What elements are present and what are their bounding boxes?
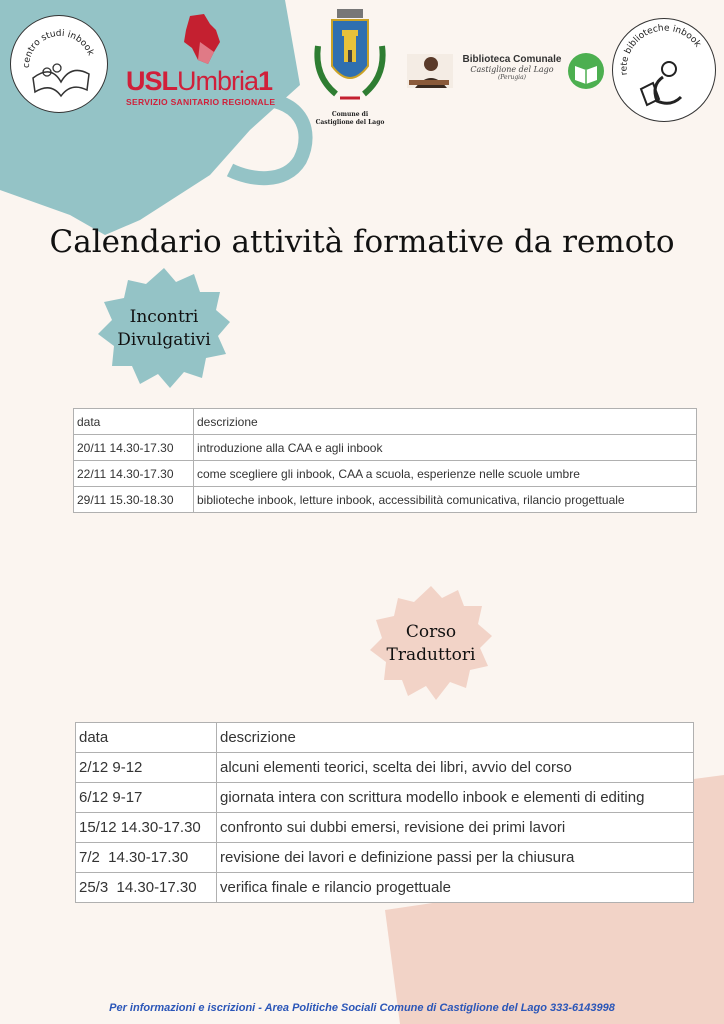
row-date: 22/11 14.30-17.30 xyxy=(74,461,194,487)
page-title: Calendario attività formative da remoto xyxy=(49,224,675,260)
row-description: revisione dei lavori e definizione passi per la chiusura xyxy=(217,843,694,873)
header-descrizione: descrizione xyxy=(217,723,694,753)
usl-light: Umbria xyxy=(177,66,259,96)
header-data: data xyxy=(76,723,217,753)
incontri-table xyxy=(73,408,697,513)
centro-studi-logo xyxy=(10,15,108,113)
corso-table xyxy=(75,722,694,903)
comune-logo xyxy=(310,6,390,124)
row-description: confronto sui dubbi emersi, revisione dei primi lavori xyxy=(217,813,694,843)
row-date: 20/11 14.30-17.30 xyxy=(74,435,194,461)
header-descrizione: descrizione xyxy=(194,409,697,435)
rete-emblem xyxy=(613,19,715,121)
header-data: data xyxy=(74,409,194,435)
usl-bold: USL xyxy=(126,66,177,96)
badge-incontri-line1: Incontri xyxy=(129,307,199,328)
row-description: biblioteche inbook, letture inbook, accessibilità comunicativa, rilancio progettuale xyxy=(194,487,697,513)
usl-num: 1 xyxy=(258,66,273,96)
biblioteca-title: Biblioteca Comunale xyxy=(462,54,562,65)
centro-studi-text: centro studi inbook xyxy=(21,28,96,69)
row-date: 6/12 9-17 xyxy=(76,783,217,813)
table-header-row xyxy=(76,723,694,753)
row-description: verifica finale e rilancio progettuale xyxy=(217,873,694,903)
row-date: 29/11 15.30-18.30 xyxy=(74,487,194,513)
svg-text:centro studi inbook xyxy=(22,29,96,68)
usl-subtitle: SERVIZIO SANITARIO REGIONALE xyxy=(126,97,276,107)
table-row xyxy=(74,435,697,461)
biblioteca-logo xyxy=(405,50,605,94)
biblioteca-province: (Perugia) xyxy=(497,74,527,81)
usl-umbria-logo xyxy=(126,66,275,107)
biblioteca-place: Castiglione del Lago xyxy=(470,65,554,74)
footer-contact: Per informazioni e iscrizioni - Area Politiche Sociali Comune di Castiglione del Lago 333-6143998 xyxy=(109,1002,615,1014)
table-header-row xyxy=(74,409,697,435)
rete-text: rete biblioteche inbook xyxy=(619,23,703,76)
row-date: 7/2 14.30-17.30 xyxy=(76,843,217,873)
table-row xyxy=(74,487,697,513)
book-icon xyxy=(567,52,605,90)
portrait-icon xyxy=(405,50,455,90)
comune-line2: Castiglione del Lago xyxy=(315,118,385,126)
table-row xyxy=(76,843,694,873)
table-row xyxy=(76,753,694,783)
comune-line1: Comune di xyxy=(331,111,369,118)
badge-corso xyxy=(368,584,494,704)
badge-corso-line1: Corso xyxy=(405,622,457,643)
table-row xyxy=(76,813,694,843)
row-date: 15/12 14.30-17.30 xyxy=(76,813,217,843)
umbria-region-icon xyxy=(180,12,222,68)
row-description: come scegliere gli inbook, CAA a scuola, esperienze nelle scuole umbre xyxy=(194,461,697,487)
coat-of-arms-icon xyxy=(310,6,390,106)
row-description: alcuni elementi teorici, scelta dei libri, avvio del corso xyxy=(217,753,694,783)
table-row xyxy=(74,461,697,487)
rete-biblioteche-logo xyxy=(612,18,716,122)
row-date: 25/3 14.30-17.30 xyxy=(76,873,217,903)
badge-incontri xyxy=(96,266,232,392)
table-row xyxy=(76,873,694,903)
row-description: introduzione alla CAA e agli inbook xyxy=(194,435,697,461)
table-row xyxy=(76,783,694,813)
badge-incontri-line2: Divulgativi xyxy=(117,330,211,350)
centro-studi-emblem xyxy=(11,16,107,112)
row-description: giornata intera con scrittura modello inbook e elementi di editing xyxy=(217,783,694,813)
badge-corso-line2: Traduttori xyxy=(386,645,476,665)
row-date: 2/12 9-12 xyxy=(76,753,217,783)
